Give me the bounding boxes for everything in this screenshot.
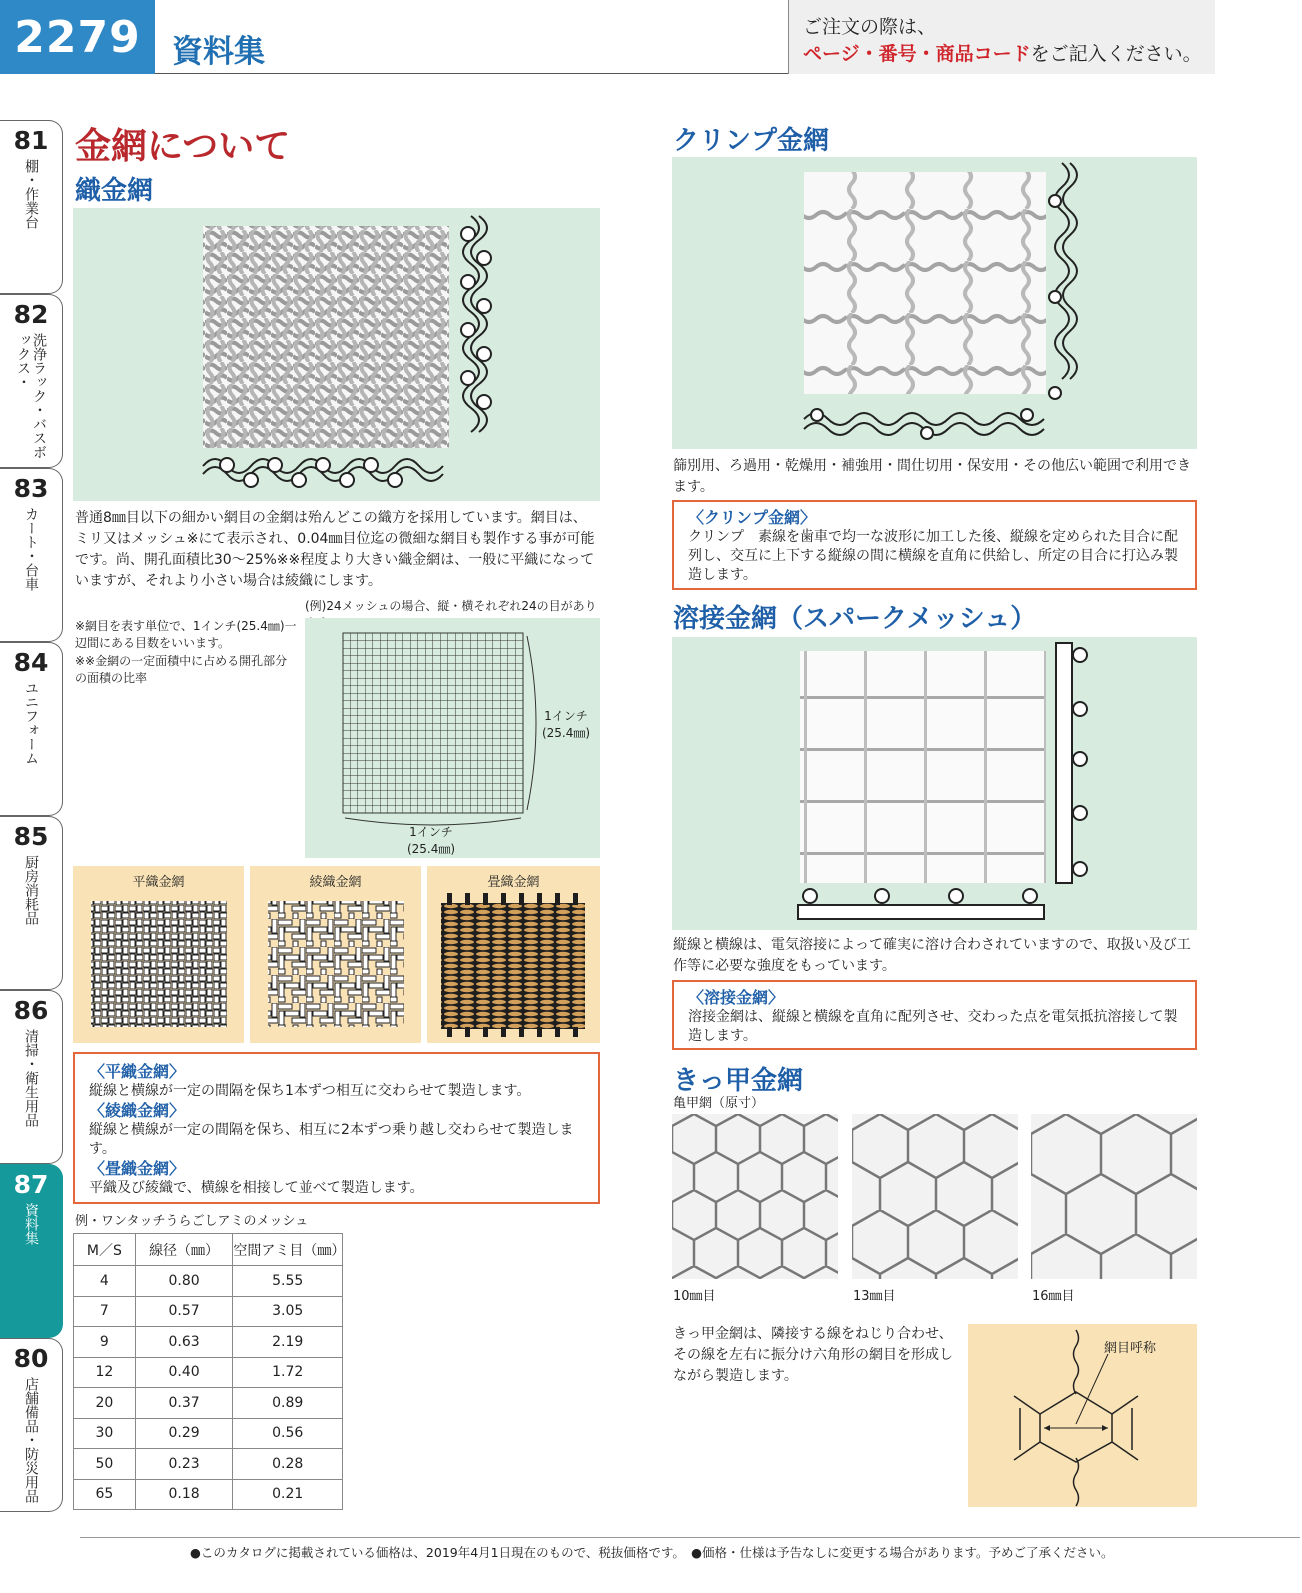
- table-cell: 0.29: [135, 1418, 233, 1449]
- side-tab-number: 84: [13, 648, 49, 677]
- dutch-weave-diagram: [427, 891, 600, 1041]
- crimp-definition-box: [672, 500, 1197, 590]
- crimp-usage: 篩別用、ろ過用・乾燥用・補強用・間仕切用・保安用・その他広い範囲で利用できます。: [673, 458, 1191, 495]
- hex-mesh-diagram: [968, 1324, 1197, 1507]
- twill-weave-panel: [250, 866, 421, 1043]
- page-number: 2279: [0, 0, 155, 74]
- plain-weave-diagram: [73, 891, 244, 1041]
- table-cell: 0.28: [233, 1449, 343, 1480]
- dutch-weave-label: 畳織金網: [487, 875, 540, 890]
- weld-usage: 縦線と横線は、電気溶接によって確実に溶け合わされていますので、取扱い及び工作等に必要な強度をもっています。: [673, 937, 1191, 974]
- plain-weave-label: 平織金網: [132, 875, 185, 890]
- table-cell: 0.57: [135, 1296, 233, 1327]
- table-cell: 20: [74, 1388, 136, 1419]
- table-cell: 7: [74, 1296, 136, 1327]
- open-area-note: ※※金網の一定面積中に占める開孔部分の面積の比率: [75, 654, 288, 685]
- table-cell: 12: [74, 1357, 136, 1388]
- table-cell: 0.23: [135, 1449, 233, 1480]
- side-tab-84[interactable]: [0, 642, 63, 816]
- side-tab-82[interactable]: [0, 294, 63, 468]
- side-tab-81[interactable]: [0, 120, 63, 294]
- side-tab-label: 洗浄ラック・バスボックス・: [15, 333, 47, 459]
- hex-subtitle: 亀甲網（原寸）: [673, 1096, 765, 1111]
- crimp-mesh-illustration: [672, 157, 1197, 449]
- table-cell: 1.72: [233, 1357, 343, 1388]
- side-tab-label: 厨房消耗品: [23, 855, 39, 925]
- twill-weave-diagram: [250, 891, 421, 1041]
- mesh-table-header: 線径（㎜）: [135, 1234, 233, 1266]
- order-note-line1: ご注文の際は、: [803, 16, 937, 38]
- example-caption: (例)24メッシュの場合、縦・横それぞれ24の目があり: [305, 599, 597, 613]
- weld-image-panel: [672, 637, 1197, 930]
- side-tab-85[interactable]: [0, 816, 63, 990]
- side-tab-label: 店舗備品・防災用品: [23, 1377, 39, 1503]
- dutch-weave-panel: [427, 866, 600, 1043]
- hex-16mm-photo: [1031, 1114, 1197, 1279]
- side-tab-86[interactable]: [0, 990, 63, 1164]
- side-tab-number: 83: [13, 474, 49, 503]
- hex-label-16mm: 16㎜目: [1032, 1289, 1075, 1304]
- table-cell: 0.63: [135, 1327, 233, 1358]
- inch-label-vertical: [533, 708, 599, 742]
- side-tab-87[interactable]: [0, 1164, 63, 1338]
- table-row: [74, 1479, 343, 1510]
- side-tab-number: 81: [13, 126, 49, 155]
- inch-label-horizontal-mm: (25.4㎜): [406, 842, 456, 856]
- table-cell: 65: [74, 1479, 136, 1510]
- plain-weave-panel: [73, 866, 244, 1043]
- table-row: [74, 1449, 343, 1480]
- hex-title: きっ甲金網: [673, 1066, 804, 1096]
- crimp-def-title: 〈クリンプ金網〉: [688, 508, 817, 527]
- inch-label-vertical-mm: (25.4㎜): [541, 726, 591, 740]
- inch-label-horizontal: [395, 824, 467, 858]
- crimp-def-text: クリンプ 素線を歯車で均一な波形に加工した後、縦線を定められた目合に配列し、交互に上下する縦線の間に横線を直角に供給し、所定の目合に打込み製造します。: [688, 529, 1178, 583]
- order-note: [788, 0, 1215, 74]
- table-cell: 0.18: [135, 1479, 233, 1510]
- table-row: [74, 1266, 343, 1297]
- table-row: [74, 1296, 343, 1327]
- table-cell: 3.05: [233, 1296, 343, 1327]
- table-cell: 5.55: [233, 1266, 343, 1297]
- table-cell: 0.37: [135, 1388, 233, 1419]
- hex-10mm-photo: [672, 1114, 838, 1279]
- weld-mesh-illustration: [672, 637, 1197, 930]
- table-cell: 0.56: [233, 1418, 343, 1449]
- crimp-image-panel: [672, 157, 1197, 449]
- twill-weave-label: 綾織金網: [309, 875, 362, 890]
- weave-definitions-box: [73, 1052, 600, 1204]
- weld-title: 溶接金網（スパークメッシュ）: [673, 604, 1037, 634]
- mesh-example-panel: [305, 618, 600, 858]
- table-row: [74, 1418, 343, 1449]
- mesh-table-header: 空間アミ目（㎜）: [233, 1234, 343, 1266]
- woven-description: 普通8㎜目以下の細かい網目の金網は殆んどこの織方を採用しています。網目は、ミリ又はメッシュ※にて表示され、0.04㎜目位迄の微細な網目も製作する事が可能です。尚、開孔面積比30〜25%※※程度より大きい織金網は、一般に平織になっていますが、それより小さい場合は綾織にします。: [75, 510, 595, 589]
- side-tab-80[interactable]: [0, 1338, 63, 1512]
- side-tab-number: 80: [13, 1344, 49, 1373]
- weld-def-text: 溶接金網は、縦線と横線を直角に配列させ、交わった点を電気抵抗溶接して製造します。: [688, 1009, 1178, 1044]
- side-tab-number: 86: [13, 996, 49, 1025]
- order-note-line2: [803, 41, 1215, 68]
- hex-label-10mm: 10㎜目: [673, 1289, 716, 1304]
- table-row: [74, 1327, 343, 1358]
- side-tab-number: 82: [13, 300, 49, 329]
- footer-note: ●このカタログに掲載されている価格は、2019年4月1日現在のもので、税抜価格です。 ●価格・仕様は予告なしに変更する場合があります。予めご了承ください。: [80, 1537, 1300, 1561]
- table-cell: 2.19: [233, 1327, 343, 1358]
- hex-description: きっ甲金網は、隣接する線をねじり合わせ、その線を左右に振分け六角形の網目を形成しながら製造します。: [673, 1326, 953, 1384]
- table-cell: 0.80: [135, 1266, 233, 1297]
- table-cell: 0.21: [233, 1479, 343, 1510]
- side-tab-number: 85: [13, 822, 49, 851]
- table-row: [74, 1357, 343, 1388]
- dutch-weave-def-text: 平織及び綾織で、横線を相接して並べて製造します。: [89, 1180, 424, 1196]
- table-cell: 30: [74, 1418, 136, 1449]
- table-row: [74, 1388, 343, 1419]
- mesh-table: [73, 1233, 346, 1510]
- inch-label-horizontal-text: 1インチ: [409, 825, 453, 839]
- inch-label-vertical-text: 1インチ: [544, 709, 588, 723]
- hex-label-13mm: 13㎜目: [853, 1289, 896, 1304]
- mesh-unit-note: ※網目を表す単位で、1インチ(25.4㎜)一辺間にある目数をいいます。: [75, 619, 297, 650]
- twill-weave-def-text: 縦線と横線が一定の間隔を保ち、相互に2本ずつ乗り越し交わらせて製造します。: [89, 1122, 574, 1157]
- side-tab-label: 資料集: [23, 1203, 39, 1245]
- side-tab-label: ユニフォーム: [23, 681, 39, 765]
- table-cell: 0.89: [233, 1388, 343, 1419]
- mesh-table-header-row: [74, 1234, 343, 1266]
- side-tab-label: 棚・作業台: [23, 159, 39, 229]
- woven-mesh-illustration: [73, 208, 600, 501]
- table-cell: 50: [74, 1449, 136, 1480]
- order-note-emphasis: ページ・番号・商品コード: [803, 43, 1031, 65]
- crimp-title: クリンプ金網: [673, 126, 830, 156]
- section-title: 資料集: [172, 34, 265, 70]
- mesh-table-header: M／S: [74, 1234, 136, 1266]
- side-tab-label: カート・台車: [23, 507, 39, 591]
- twill-weave-def-title: 〈綾織金網〉: [89, 1101, 186, 1120]
- side-tab-83[interactable]: [0, 468, 63, 642]
- plain-weave-def-title: 〈平織金網〉: [89, 1062, 186, 1081]
- main-title: 金網について: [75, 126, 291, 167]
- side-tab-label: 清掃・衛生用品: [23, 1029, 39, 1127]
- woven-title: 織金網: [75, 176, 154, 206]
- hex-diagram-label: 網目呼称: [1104, 1341, 1157, 1356]
- dutch-weave-def-title: 〈畳織金網〉: [89, 1159, 186, 1178]
- table-cell: 9: [74, 1327, 136, 1358]
- woven-image-panel: [73, 208, 600, 501]
- mesh-table-caption: 例・ワンタッチうらごしアミのメッシュ: [75, 1214, 309, 1229]
- table-cell: 0.40: [135, 1357, 233, 1388]
- weld-def-title: 〈溶接金網〉: [688, 988, 785, 1007]
- hex-diagram-panel: [968, 1324, 1197, 1507]
- weld-definition-box: [672, 980, 1197, 1050]
- plain-weave-def-text: 縦線と横線が一定の間隔を保ち1本ずつ相互に交わらせて製造します。: [89, 1083, 531, 1099]
- hex-13mm-photo: [852, 1114, 1018, 1279]
- table-cell: 4: [74, 1266, 136, 1297]
- side-tab-number: 87: [13, 1170, 49, 1199]
- order-note-tail: をご記入ください。: [1030, 43, 1202, 65]
